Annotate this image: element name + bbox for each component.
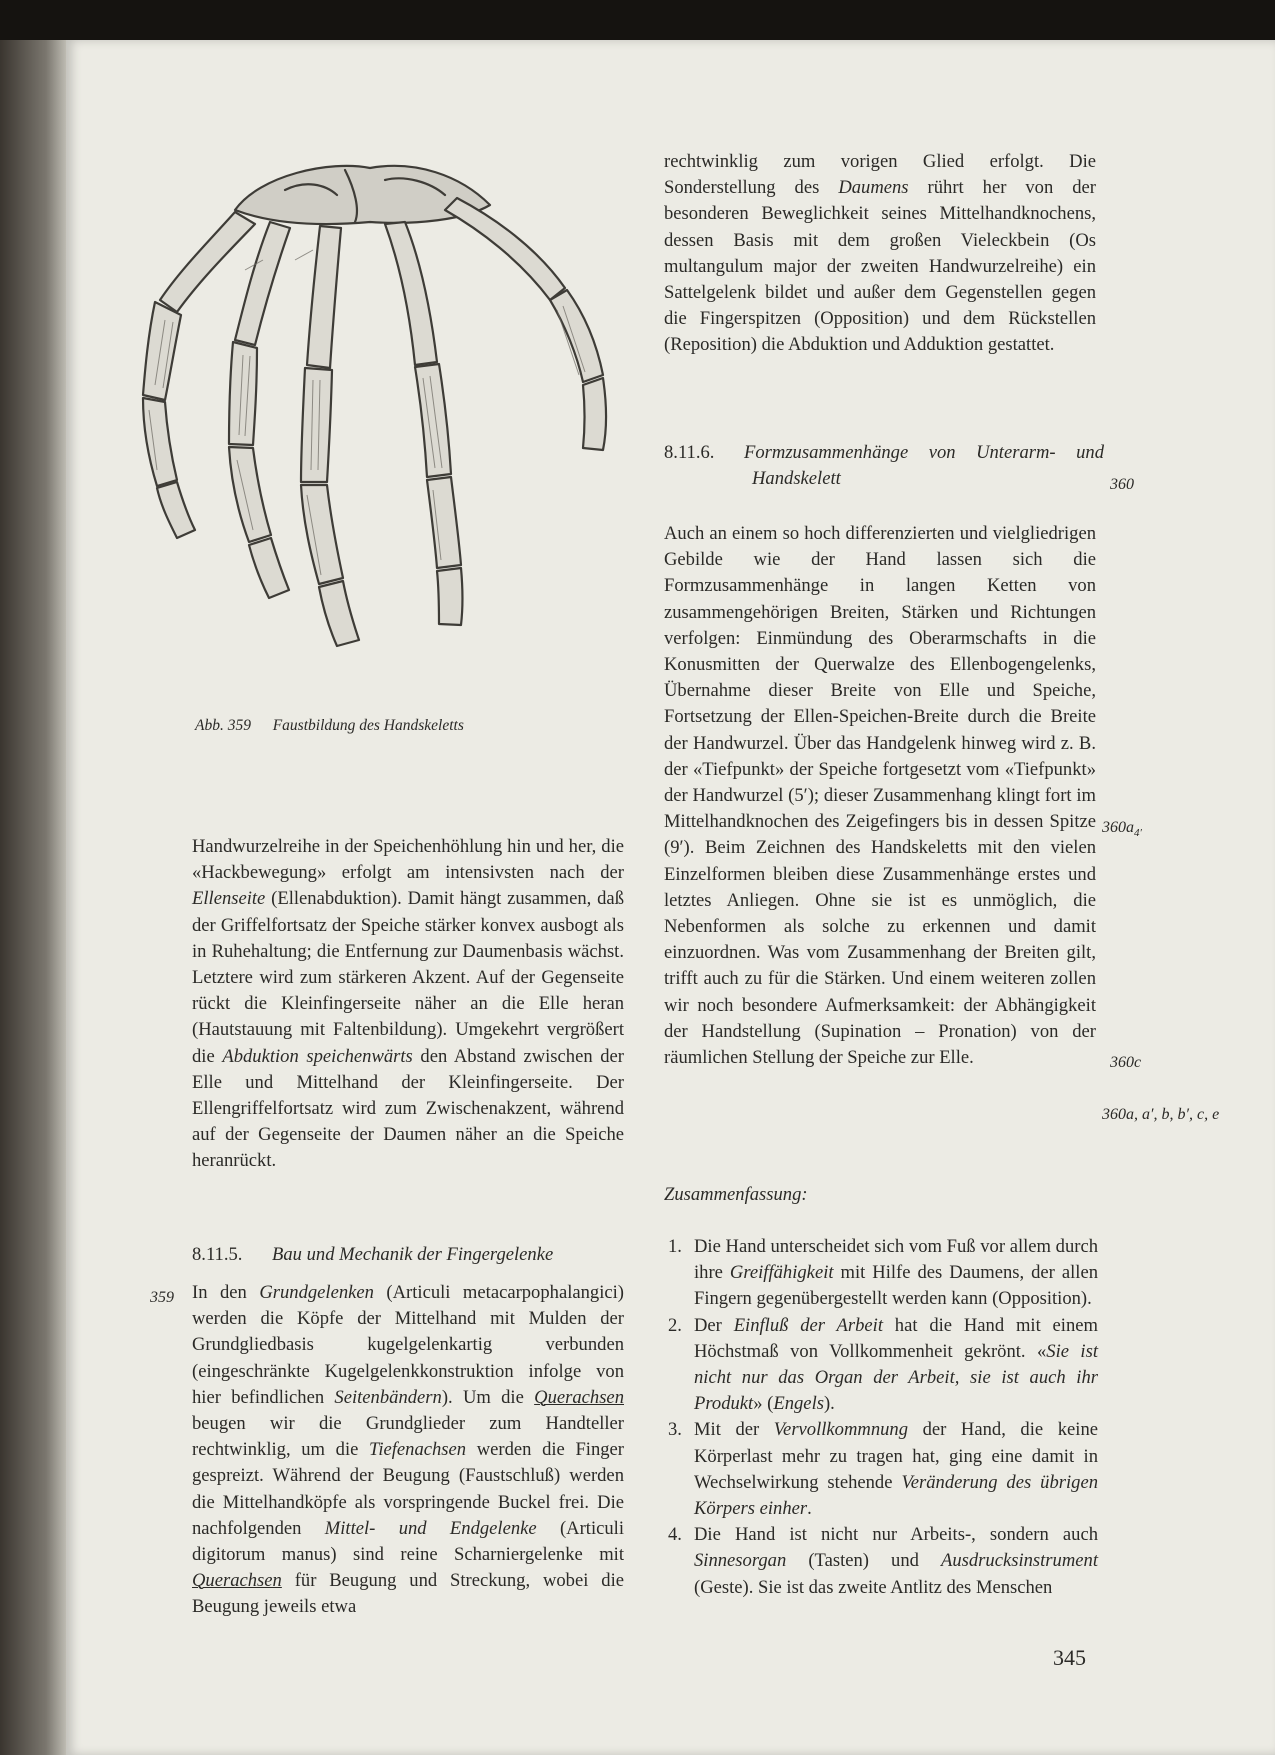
left-paragraph-1-text [192,834,624,1175]
summary-item-segment: Die Hand unterscheidet sich vom Fuß vor allem durch ihre [694,1236,1098,1284]
left-p2-segment: beugen wir die Grundglieder zum Handteller rechtwinklig, um die [192,1413,624,1461]
summary-item-segment: Engels [773,1393,824,1415]
section-heading-8-11-5 [192,1242,632,1268]
left-p2-segment: Tiefenachsen [369,1439,467,1461]
summary-items [668,1234,1098,1601]
right-p1-segment: rührt her von der besonderen Beweglichkeit seines Mittelhandknochens, dessen Basis mit dem großen Vieleckbein (Os multangulum major der zweiten Handwurzelreihe) ein Sattelgelenk bildet und außer dem Gegenstellen gegen die Fingerspitzen (Opposition) und dem Rückstellen (Reposition) die Abduktion und Adduktion gestattet. [664,177,1096,356]
summary-item-segment: Der [694,1314,734,1336]
summary-item [668,1522,1098,1601]
hand-skeleton-figure [85,150,650,675]
margin-ref-359: 359 [150,1289,174,1306]
figure-caption-title: Faustbildung des Handskeletts [272,717,464,734]
summary-item-segment: (Tasten) und [786,1550,941,1572]
summary-item-segment: hat die Hand mit einem Höchstmaß von Vollkommenheit gekrönt. « [694,1314,1098,1362]
summary-item-segment: Vervollkommnung [773,1419,909,1441]
summary-item [668,1313,1098,1418]
summary-item-segment: Mit der [694,1419,774,1441]
summary-item-segment: Sie ist nicht nur das Organ der Arbeit, sie ist auch ihr Produkt [694,1340,1098,1415]
right-paragraph-2 [664,521,1096,1071]
right-paragraph-2-text [664,521,1096,1071]
left-p2-segment: für Beugung und Streckung, wobei die Beugung jeweils etwa [192,1570,624,1618]
summary-item-segment: » ( [753,1393,774,1415]
right-p1-segment: rechtwinklig zum vorigen Glied erfolgt. Die Sonderstellung des [664,151,1096,199]
section-title-2-line-2: Handskelett [752,468,841,490]
left-p2-segment: ). Um die [441,1386,535,1408]
figure-caption-label: Abb. 359 [195,717,251,734]
margin-ref-360a4-main: 360a [1102,819,1134,836]
summary-item-segment: mit Hilfe des Daumens, der allen Fingern gegenübergestellt werden kann (Opposition). [694,1262,1098,1310]
hand-skeleton-drawing [85,150,650,675]
figure-caption [195,713,615,739]
section-heading-8-11-6 [664,440,1104,492]
left-p1-segment: Ellenseite [192,888,266,910]
summary-item-segment: Ausdrucksinstrument [940,1550,1098,1572]
summary-item [668,1234,1098,1313]
left-p2-segment: Grundgelenken [259,1282,374,1303]
margin-ref-360a4 [1102,815,1142,846]
left-p1-segment: (Ellenabduktion). Damit hängt zusammen, daß der Griffelfortsatz der Speiche stärker konvex ausbogt als in Ruhehaltung; die Entfernung zur Daumenbasis wächst. Letztere wird zum stärkeren Akzent. Auf der Gegenseite rückt die Kleinfingerseite näher an die Elle heran (Hautstauung mit Faltenbildung). Umgekehrt vergrößert die [192,888,624,1067]
margin-ref-360a4-sub: 4′ [1134,827,1142,840]
summary-item-segment: Greiffähigkeit [729,1262,834,1284]
summary-item-segment: Sinnesorgan [694,1550,787,1572]
summary-item-segment: (Geste). Sie ist das zweite Antlitz des Menschen [694,1576,1053,1598]
right-paragraph-1 [664,149,1096,359]
left-paragraph-2-text [192,1280,624,1621]
summary-item-number: 4. [668,1524,682,1546]
summary-item-segment: ). [823,1393,835,1415]
summary-item-segment: . [807,1498,812,1520]
right-paragraph-1-text [664,149,1096,359]
margin-ref-360a-list: 360a, a′, b, b′, c, e [1102,1106,1220,1123]
right-p2-segment: Auch an einem so hoch differenzierten und vielgliedrigen Gebilde wie der Hand lassen sich die Formzusammenhänge in langen Ketten von zusammengehörigen Breiten, Stärken und Richtungen verfolgen: Einmündung des Oberarmschafts in die Konusmitten der Querwalze des Ellenbogengelenks, Übernahme dieser Breite von Elle und Speiche, Fortsetzung der Ellen-Speichen-Breite durch die Breite der Handwurzel. Über das Handgelenk hinweg wird z. B. der «Tiefpunkt» der Speiche fortgesetzt vom «Tiefpunkt» der Handwurzel (5′); dieser Zusammenhang klingt fort im Mittelhandknochen des Zeigefingers bis in dessen Spitze (9′). Beim Zeichnen des Handskeletts mit den vielen Einzelformen bleiben diese Zusammenhänge erstes und letztes Anliegen. Ohne sie ist es unmöglich, die Nebenformen als solche zu erkennen und damit einzuordnen. Was vom Zusammenhang der Breiten gilt, trifft auch zu für die Stärken. Und einem weiteren zollen wir noch besondere Aufmerksamkeit: der Abhängigkeit der Handstellung (Supination – Pronation) von der räumlichen Stellung der Speiche zur Elle. [664,523,1096,1069]
left-p2-segment: Querachsen [192,1570,282,1592]
left-p2-segment: Mittel- und Endgelenke [324,1517,537,1539]
section-number-2: 8.11.6. [664,442,715,463]
summary-item-segment: Die Hand ist nicht nur Arbeits-, sondern auch [694,1524,1098,1546]
summary-item-number: 3. [668,1419,682,1441]
section-title-2-line-1: Formzusammenhänge von Unterarm- und [744,442,1104,463]
summary-list [668,1234,1098,1601]
summary-item-number: 1. [668,1236,682,1257]
section-number: 8.11.5. [192,1244,243,1265]
summary-item-segment: der Hand, die keine Körperlast mehr zu tragen hat, ging eine damit in Wechselwirkung stehende [694,1419,1098,1493]
left-p2-segment: In den [192,1282,260,1303]
summary-heading: Zusammenfassung: [664,1184,808,1205]
summary-item-number: 2. [668,1314,682,1336]
left-p2-segment: werden die Finger gespreizt. Während der Beugung (Faustschluß) werden die Mittelhandköpfe als vorspringende Buckel frei. Die nachfolgenden [192,1439,624,1539]
left-p1-segment: Abduktion speichenwärts [222,1045,413,1067]
left-paragraph-2 [192,1280,624,1621]
left-p2-segment: Seitenbändern [334,1386,442,1408]
page-number: 345 [1053,1645,1086,1670]
margin-ref-360: 360 [1110,476,1134,493]
left-p2-segment: (Articuli digitorum manus) sind reine Scharniergelenke mit [192,1517,624,1566]
left-p1-segment: Handwurzelreihe in der Speichenhöhlung hin und her, die «Hackbewegung» erfolgt am intensivsten nach der [192,836,624,884]
margin-ref-360c: 360c [1110,1054,1142,1071]
left-p2-segment: (Articuli metacarpophalangici) werden die Köpfe der Mittelhand mit Mulden der Grundgliedbasis kugelgelenkartig verbunden (eingeschränkte Kugelgelenkkonstruktion infolge von hier befindlichen [192,1282,624,1408]
summary-item-segment: Einfluß der Arbeit [733,1314,883,1336]
left-p2-segment: Querachsen [534,1386,624,1408]
right-p1-segment: Daumens [838,177,909,199]
left-paragraph-1 [192,834,624,1175]
summary-item [668,1417,1098,1522]
left-p1-segment: den Abstand zwischen der Elle und Mittelhand der Kleinfingerseite. Der Ellengriffelfortsatz wird zum Zwischenakzent, während auf der Gegenseite der Daumen näher an die Speiche heranrückt. [192,1045,624,1172]
book-gutter [0,40,66,1755]
section-title: Bau und Mechanik der Fingergelenke [272,1244,554,1265]
summary-item-segment: Veränderung des übrigen Körpers einher [694,1471,1099,1520]
